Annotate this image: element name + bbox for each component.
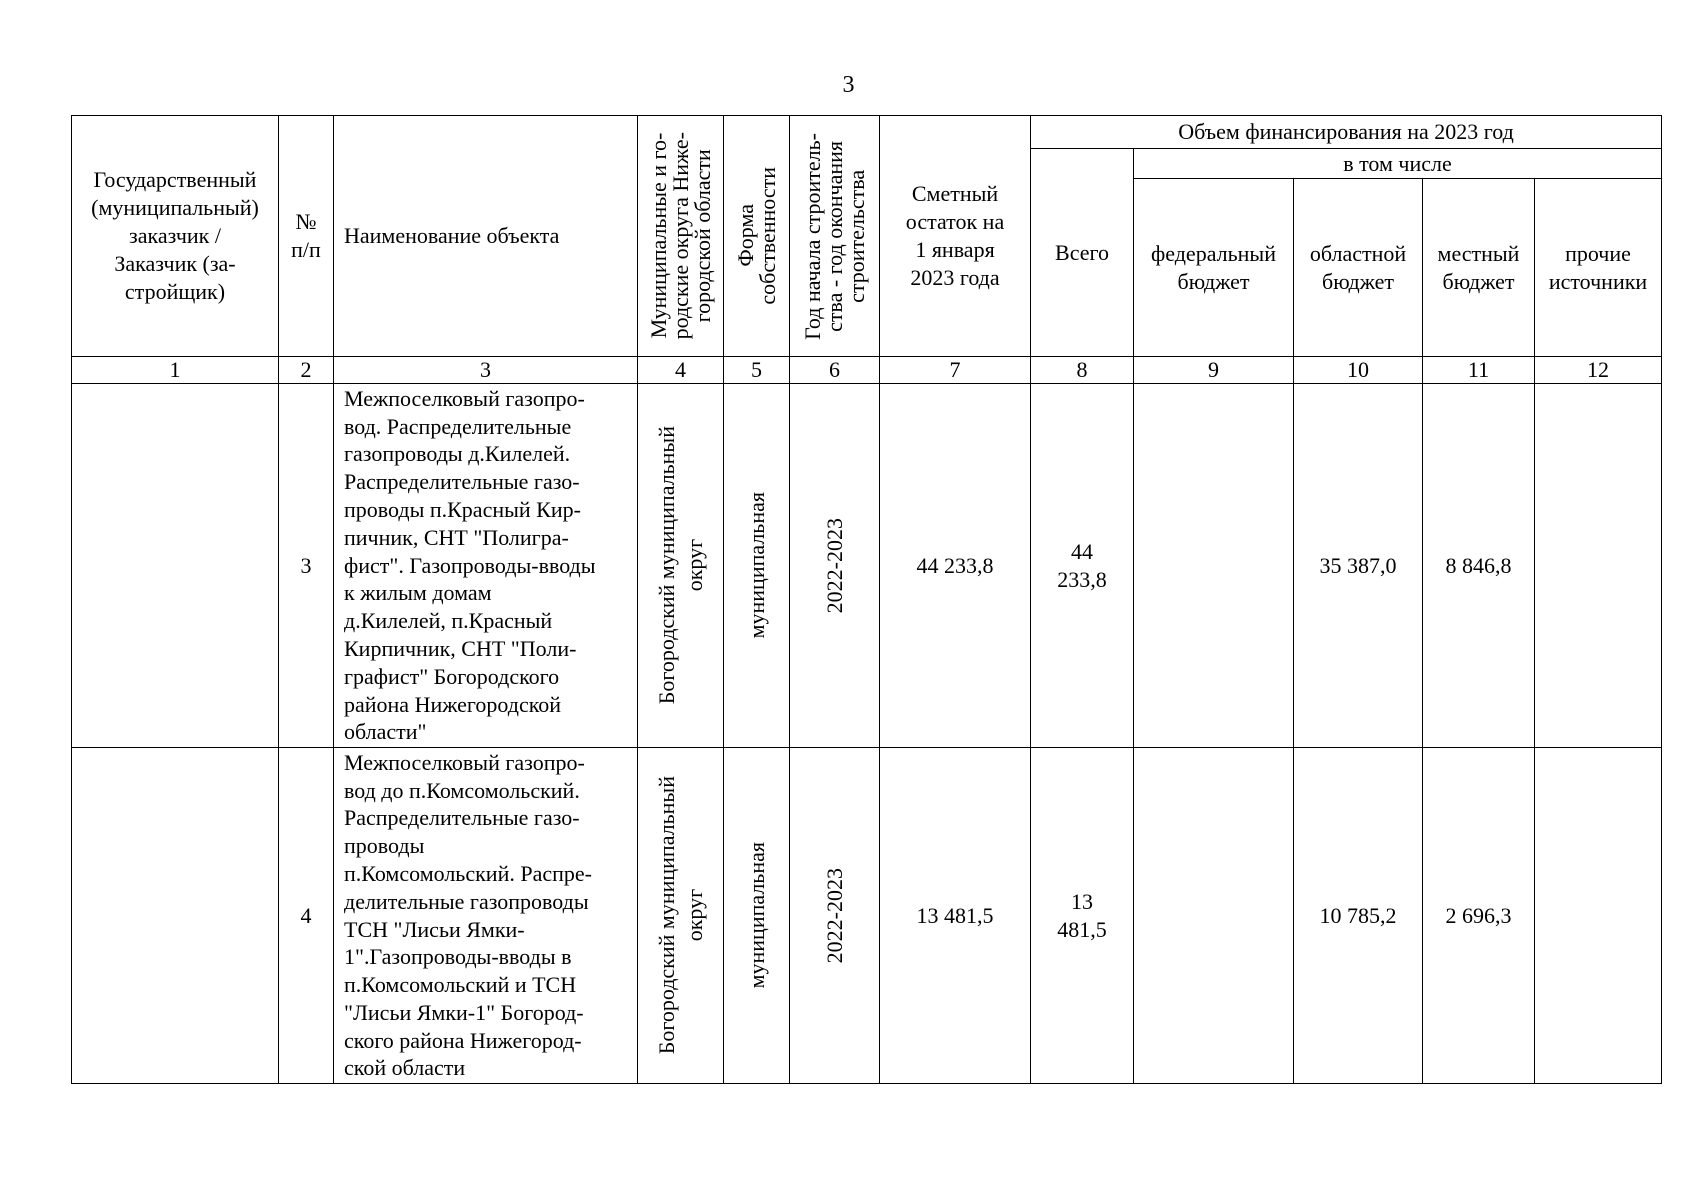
row-total: 44 233,8 xyxy=(1031,384,1134,748)
header-ownership: Форма собственности xyxy=(724,116,790,357)
row-ownership: муниципальная xyxy=(724,384,790,748)
header-funding-title: Объем финансирования на 2023 год xyxy=(1031,116,1662,149)
row-number: 4 xyxy=(279,748,334,1084)
column-number: 7 xyxy=(880,357,1031,384)
header-other: прочие источники xyxy=(1535,179,1662,357)
header-total: Всего xyxy=(1031,149,1134,357)
row-years: 2022-2023 xyxy=(790,748,880,1084)
row-local: 2 696,3 xyxy=(1423,748,1535,1084)
table-row xyxy=(72,748,1662,1084)
column-number: 1 xyxy=(72,357,279,384)
row-object-name: Межпоселковый газопро- вод. Распределительные газопроводы д.Килелей. Распределительные газо- проводы п.Красный Кир- пичник, СНТ "Полигра- фист". Газопроводы-вводы к жилым домам д.Килелей, п.Красный Кирпичник, СНТ "Поли- графист" Богородского района Нижегородской области" xyxy=(334,384,638,748)
column-number: 3 xyxy=(334,357,638,384)
header-regional: областной бюджет xyxy=(1294,179,1423,357)
column-number: 8 xyxy=(1031,357,1134,384)
row-municipality: Богородский муниципальный округ xyxy=(638,384,724,748)
row-total: 13 481,5 xyxy=(1031,748,1134,1084)
row-customer xyxy=(72,748,279,1084)
column-number: 12 xyxy=(1535,357,1662,384)
row-regional: 35 387,0 xyxy=(1294,384,1423,748)
page-number: 3 xyxy=(842,72,855,98)
column-number-row xyxy=(72,357,1662,384)
column-number: 2 xyxy=(279,357,334,384)
row-other xyxy=(1535,384,1662,748)
column-number: 10 xyxy=(1294,357,1423,384)
column-number: 9 xyxy=(1134,357,1294,384)
header-local: местный бюджет xyxy=(1423,179,1535,357)
header-estimate: Сметный остаток на 1 января 2023 года xyxy=(880,116,1031,357)
row-ownership: муниципальная xyxy=(724,748,790,1084)
header-object-name: Наименование объекта xyxy=(334,116,638,357)
financing-table xyxy=(71,115,1662,1084)
row-estimate: 44 233,8 xyxy=(880,384,1031,748)
row-object-name: Межпоселковый газопро- вод до п.Комсомольский. Распределительные газо- проводы п.Комсомольский. Распре- делительные газопроводы ТСН "Лисьи Ямки- 1".Газопроводы-вводы в п.Комсомольский и ТСН "Лисьи Ямки-1" Богород- ского района Нижегород- ской области xyxy=(334,748,638,1084)
header-municipality: Муниципальные и го- родские округа Ниже- городской области xyxy=(638,116,724,357)
row-years: 2022-2023 xyxy=(790,384,880,748)
row-number: 3 xyxy=(279,384,334,748)
row-regional: 10 785,2 xyxy=(1294,748,1423,1084)
row-other xyxy=(1535,748,1662,1084)
row-federal xyxy=(1134,748,1294,1084)
row-federal xyxy=(1134,384,1294,748)
column-number: 5 xyxy=(724,357,790,384)
header-years: Год начала строитель- ства - год окончания строительства xyxy=(790,116,880,357)
header-federal: федеральный бюджет xyxy=(1134,179,1294,357)
row-customer xyxy=(72,384,279,748)
row-estimate: 13 481,5 xyxy=(880,748,1031,1084)
header-customer: Государственный (муниципальный) заказчик / Заказчик (за- стройщик) xyxy=(72,116,279,357)
column-number: 6 xyxy=(790,357,880,384)
row-municipality: Богородский муниципальный округ xyxy=(638,748,724,1084)
table-row xyxy=(72,384,1662,748)
column-number: 4 xyxy=(638,357,724,384)
row-local: 8 846,8 xyxy=(1423,384,1535,748)
column-number: 11 xyxy=(1423,357,1535,384)
header-number: № п/п xyxy=(279,116,334,357)
header-including: в том числе xyxy=(1134,149,1662,179)
